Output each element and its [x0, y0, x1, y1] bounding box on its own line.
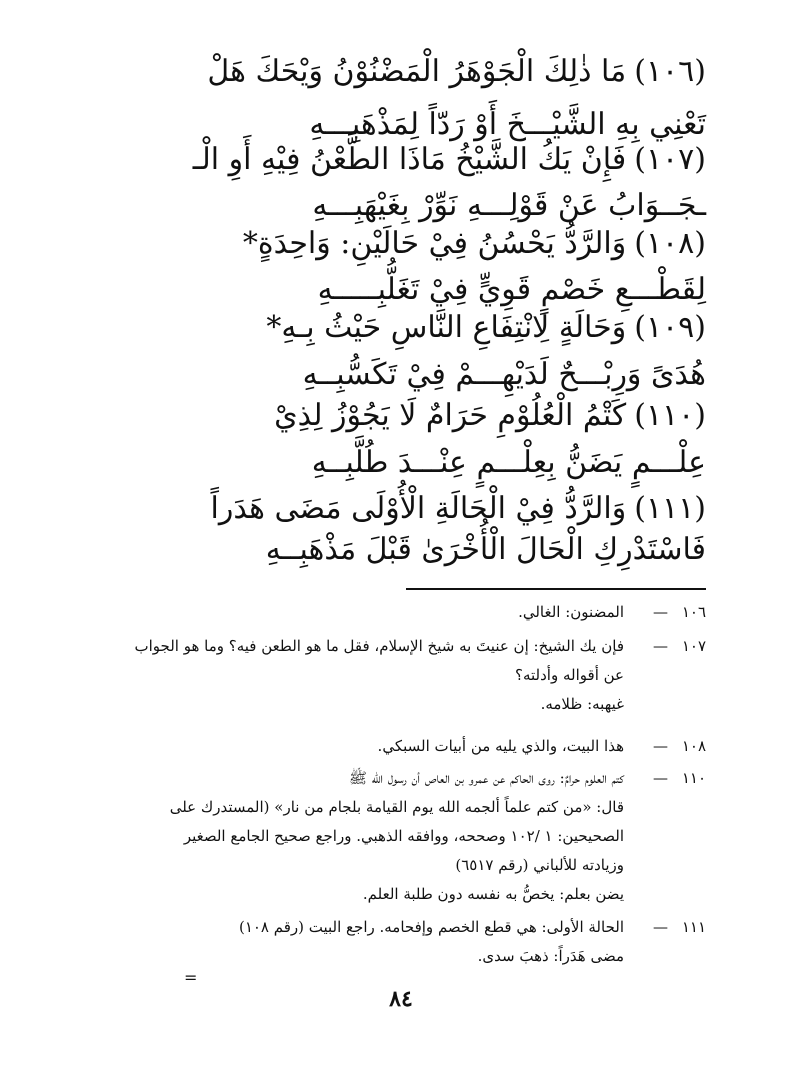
continuation-mark: =: [184, 968, 198, 987]
footnote-line: يضن بعلم: يخصُّ به نفسه دون طلبة العلم.: [362, 885, 624, 903]
verse-110-second-hemistich: عِلْـــمٍ يَضَنُّ بِعِلْـــمٍ عِنْـــدَ طُلَّبِــهِ: [311, 445, 706, 480]
footnote-line: غيهبه: ظلامه.: [540, 695, 624, 713]
verse-108-second-hemistich: لِقَطْـــعِ خَصْمٍ قَوِيٍّ فِيْ تَغَلُّبِـــــهِ: [317, 272, 706, 307]
footnote-106: [94, 598, 706, 627]
verse-106-first-hemistich: (١٠٦)مَا ذٰلِكَ الْجَوْهَرُ الْمَضْنُوْنُ وَيْحَكَ هَلْ: [207, 54, 706, 89]
footnote-line: المضنون: الغالي.: [518, 603, 624, 621]
footnote-separator: [406, 588, 706, 590]
footnote-line: الصحيحين: ١ /١٠٢ وصححه، ووافقه الذهبي. وراجع صحيح الجامع الصغير: [183, 827, 624, 845]
verse-number: (١٠٨): [634, 226, 706, 261]
footnote-number: ١١٠: [681, 769, 706, 787]
footnote-108: [94, 732, 706, 761]
verse-107-first-hemistich: (١٠٧)فَإِنْ يَكُ الشَّيْخُ مَاذَا الطَّعْنُ فِيْهِ أَوِ الْـ: [192, 142, 706, 177]
footnote-number: ١١١: [681, 918, 706, 936]
footnote-line: مضى هَدَراً: ذهبَ سدى.: [477, 947, 624, 965]
verse-107-second-hemistich: ـجَــوَابُ عَنْ قَوْلِـــهِ نَوِّرْ بِغَيْهَبِـــهِ: [312, 188, 706, 223]
footnote-110: [94, 764, 706, 909]
footnote-111: [94, 913, 706, 971]
footnote-107: [94, 632, 706, 719]
footnote-line: فإن يك الشيخ: إن عنيتَ به شيخ الإسلام، فقل ما هو الطعن فيه؟ وما هو الجواب: [134, 637, 624, 655]
footnote-line: وزيادته للألباني (رقم ٦٥١٧): [455, 856, 624, 874]
footnote-line: هذا البيت، والذي يليه من أبيات السبكي.: [377, 737, 624, 755]
footnote-line: كتم العلوم حرامٌ: روى الحاكم عن عمرو بن العاص أن رسول الله ﷺ: [348, 769, 624, 787]
footnote-line: قال: «من كتم علماً ألجمه الله يوم القيامة بلجام من نار» (المستدرك على: [169, 798, 624, 816]
verse-number: (١٠٦): [634, 54, 706, 89]
footnote-number: ١٠٦: [681, 603, 706, 621]
verse-110-first-hemistich: (١١٠)كَتْمُ الْعُلُوْمِ حَرَامٌ لَا يَجُوْزُ لِذِيْ: [274, 398, 706, 433]
verse-number: (١١٠): [634, 398, 706, 433]
verse-109-first-hemistich: (١٠٩)وَحَالَةٍ لِانْتِفَاعِ النَّاسِ حَيْثُ بِـهِ*: [266, 310, 706, 345]
footnote-line: عن أقواله وأدلته؟: [515, 666, 624, 684]
footnote-number: ١٠٨: [681, 737, 706, 755]
verse-number: (١١١): [634, 491, 706, 526]
footnote-dash: —: [653, 603, 668, 621]
footnote-dash: —: [653, 737, 668, 755]
verse-109-second-hemistich: هُدَىً وَرِبْـــحٌ لَدَيْهِـــمْ فِيْ تَكَسُّبِــهِ: [302, 357, 706, 392]
footnote-line: الحالة الأولى: هي قطع الخصم وإفحامه. راجع البيت (رقم ١٠٨): [238, 918, 624, 936]
footnote-dash: —: [653, 918, 668, 936]
verse-108-first-hemistich: (١٠٨)وَالرَّدُّ يَحْسُنُ فِيْ حَالَيْنِ: وَاحِدَةٍ*: [242, 226, 706, 261]
verse-106-second-hemistich: تَعْنِي بِهِ الشَّيْـــخَ أَوْ رَدّاً لِمَذْهَبِـــهِ: [309, 107, 706, 142]
verse-111-second-hemistich: فَاسْتَدْرِكِ الْحَالَ الْأُخْرَىٰ قَبْلَ مَذْهَبِــهِ: [265, 532, 706, 567]
verse-111-first-hemistich: (١١١)وَالرَّدُّ فِيْ الْحَالَةِ الْأُوْلَى مَضَى هَدَراً: [210, 491, 706, 526]
verse-number: (١٠٧): [634, 142, 706, 177]
verse-number: (١٠٩): [634, 310, 706, 345]
page-number: ٨٤: [389, 986, 413, 1012]
footnote-number: ١٠٧: [681, 637, 706, 655]
footnote-dash: —: [653, 769, 668, 787]
footnote-dash: —: [653, 637, 668, 655]
